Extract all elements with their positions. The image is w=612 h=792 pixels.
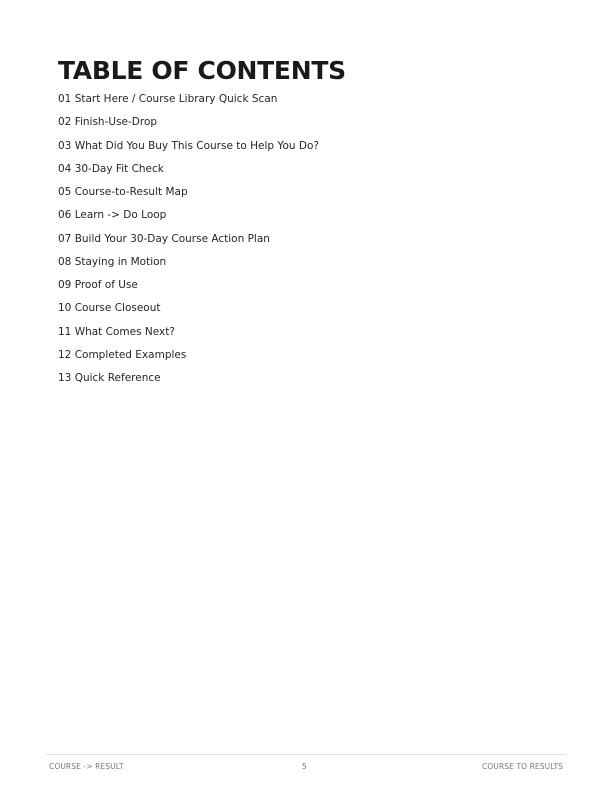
footer-left-text: COURSE -> RESULT bbox=[49, 762, 124, 771]
toc-item[interactable]: 01 Start Here / Course Library Quick Scan bbox=[58, 93, 278, 105]
toc-item[interactable]: 11 What Comes Next? bbox=[58, 325, 175, 338]
table-of-contents bbox=[58, 91, 319, 393]
toc-item[interactable]: 10 Course Closeout bbox=[58, 302, 161, 315]
toc-item[interactable]: 05 Course-to-Result Map bbox=[58, 186, 188, 198]
page-title: TABLE OF CONTENTS bbox=[58, 56, 346, 85]
toc-item[interactable]: 03 What Did You Buy This Course to Help You Do? bbox=[58, 139, 319, 152]
toc-item[interactable]: 12 Completed Examples bbox=[58, 348, 187, 361]
toc-item[interactable]: 09 Proof of Use bbox=[58, 279, 138, 291]
toc-item[interactable]: 13 Quick Reference bbox=[58, 372, 161, 384]
footer-divider bbox=[46, 754, 566, 755]
toc-item[interactable]: 04 30-Day Fit Check bbox=[58, 162, 164, 175]
toc-item[interactable]: 02 Finish-Use-Drop bbox=[58, 116, 158, 129]
page-number: 5 bbox=[302, 762, 307, 771]
footer-right-text: COURSE TO RESULTS bbox=[482, 762, 563, 771]
toc-item[interactable]: 06 Learn -> Do Loop bbox=[58, 209, 167, 222]
toc-item[interactable]: 08 Staying in Motion bbox=[58, 255, 167, 268]
toc-item[interactable]: 07 Build Your 30-Day Course Action Plan bbox=[58, 232, 270, 245]
